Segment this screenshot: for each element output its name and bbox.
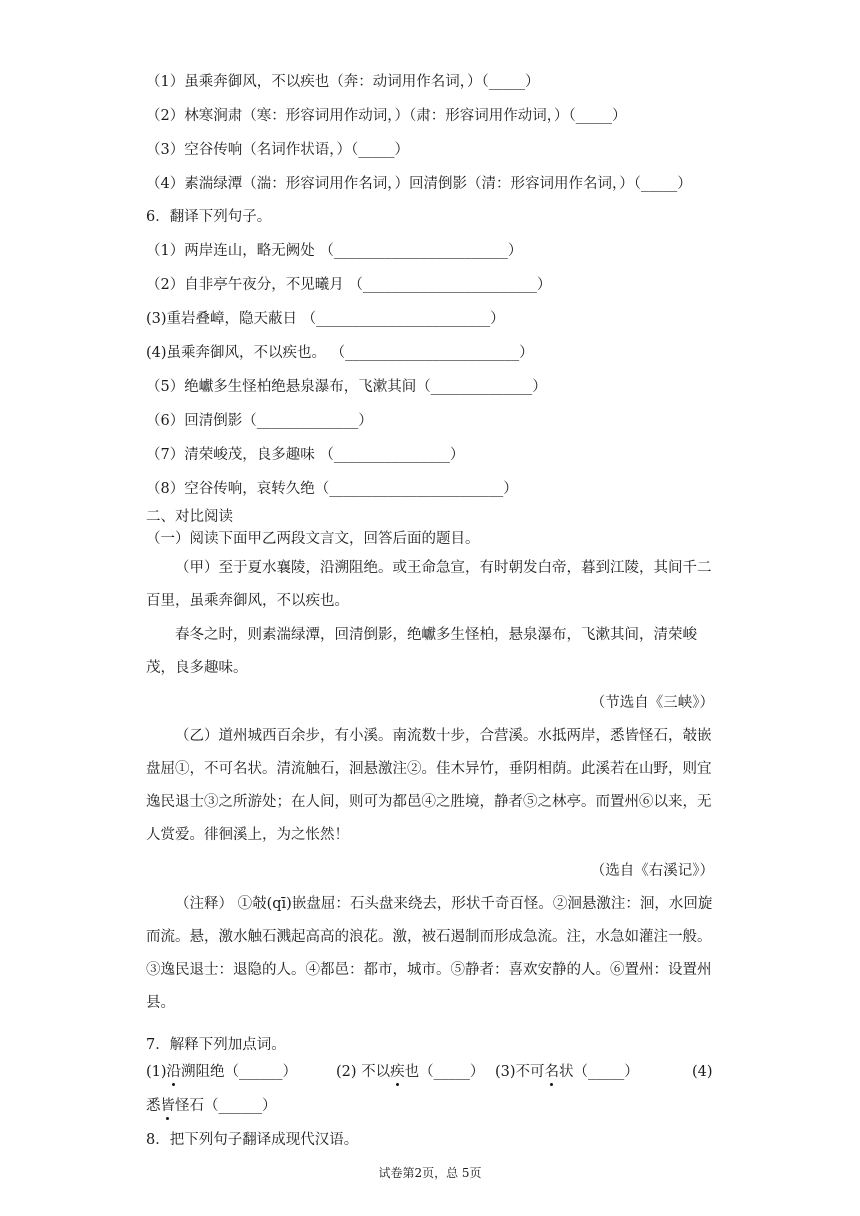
- q7-item-4-number: (4): [692, 1064, 713, 1080]
- emphasis-dot-char: 皆: [160, 1098, 175, 1114]
- section-instruction: （一）阅读下面甲乙两段文言文，回答后面的题目。: [146, 531, 480, 547]
- section-heading: 二、对比阅读: [146, 509, 233, 525]
- q7-item-1: (1)沿溯阻绝（______）: [146, 1064, 298, 1080]
- passage-jia-p1: （甲）至于夏水襄陵，沿溯阻绝。或王命急宣，有时朝发白帝，暮到江陵，其间千二百里，虽乘奔御风，不以疾也。: [146, 560, 712, 609]
- q7-item-3: (3)不可名状（_____）: [495, 1064, 639, 1080]
- passage-yi: （乙）道州城西百余步，有小溪。南流数十步，合营溪。水抵两岸，悉皆怪石，攲嵌盘屈①，不可名状。清流触石，洄悬激注②。佳木异竹，垂阴相荫。此溪若在山野，则宜逸民退士③之所游处；在人间，则可为都邑④之胜境，静者⑤之林亭。而置州⑥以来，无人赏爱。徘徊溪上，为之怅然！: [146, 728, 712, 843]
- q5-item-4: （4）素湍绿潭（湍：形容词用作名词，）回清倒影（清：形容词用作名词，）（_____）: [146, 176, 692, 192]
- q6-item-5: （5）绝巘多生怪柏绝悬泉瀑布，飞漱其间（______________）: [146, 379, 547, 395]
- passage-yi-source: （选自《右溪记》）: [590, 863, 714, 879]
- q7-item-2: (2) 不以疾也（_____）: [336, 1064, 485, 1080]
- q5-item-1: （1）虽乘奔御风，不以疾也（奔：动词用作名词，）（_____）: [146, 74, 540, 90]
- emphasis-dot-char: 疾: [390, 1064, 405, 1080]
- q7-title: 7．解释下列加点词。: [146, 1037, 286, 1053]
- q6-item-1: （1）两岸连山，略无阙处 （________________________）: [146, 243, 523, 259]
- q8-title: 8．把下列句子翻译成现代汉语。: [146, 1132, 359, 1148]
- q6-item-2: （2）自非亭午夜分，不见曦月 （________________________）: [146, 277, 552, 293]
- q6-item-4: (4)虽乘奔御风，不以疾也。 （________________________）: [146, 345, 534, 361]
- q6-item-7: （7）清荣峻茂，良多趣味 （________________）: [146, 447, 465, 463]
- emphasis-dot-char: 沿: [166, 1064, 182, 1080]
- q7-item-4: 悉皆怪石（______）: [146, 1098, 277, 1114]
- q6-title: 6．翻译下列句子。: [146, 209, 272, 225]
- passage-jia-source: （节选自《三峡》）: [590, 695, 714, 711]
- q6-item-8: （8）空谷传响，哀转久绝（________________________）: [146, 481, 518, 497]
- q6-item-6: （6）回清倒影（______________）: [146, 413, 373, 429]
- q5-item-2: （2）林寒涧肃（寒：形容词用作动词，）（肃：形容词用作动词，）（_____）: [146, 108, 627, 124]
- q6-item-3: (3)重岩叠嶂，隐天蔽日 （________________________）: [146, 311, 505, 327]
- annotation-notes: （注释） ①攲(qī)嵌盘屈：石头盘来绕去，形状千奇百怪。②洄悬激注：洄，水回旋而流。悬，激水触石溅起高高的浪花。激，被石遏制而形成急流。注，水急如灌注一般。③逸民退士：退隐的人。④都邑：都市，城市。⑤静者：喜欢安静的人。⑥置州：设置州县。: [146, 896, 713, 1011]
- page-footer: 试卷第2页，总 5页: [378, 1166, 482, 1180]
- emphasis-dot-char: 名: [544, 1064, 560, 1080]
- q5-item-3: （3）空谷传响（名词作状语，）（_____）: [146, 142, 409, 158]
- passage-jia-p2: 春冬之时，则素湍绿潭，回清倒影，绝巘多生怪柏，悬泉瀑布，飞漱其间，清荣峻茂，良多趣味。: [146, 627, 697, 676]
